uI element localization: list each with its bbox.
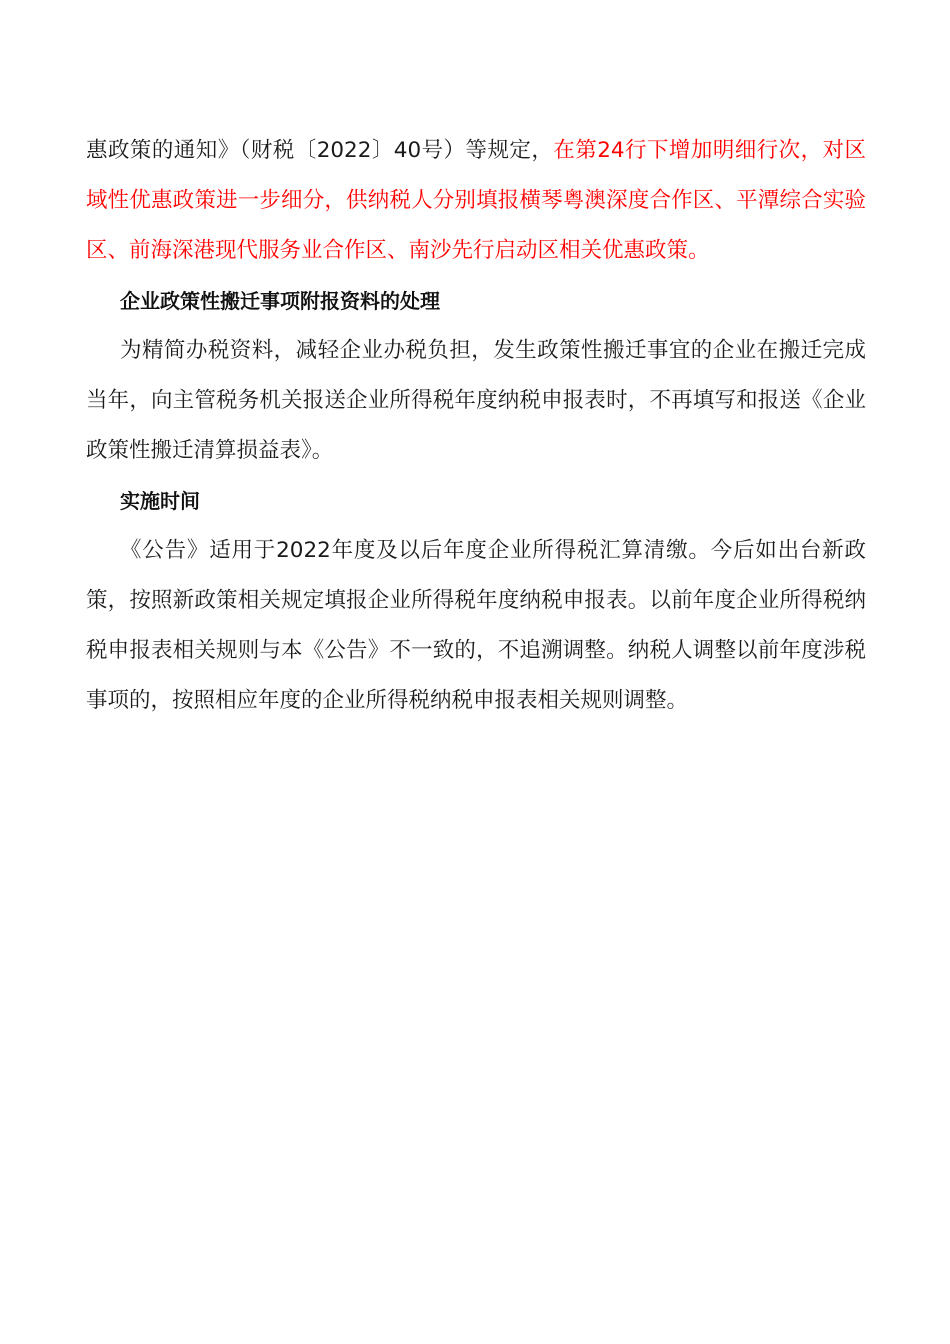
paragraph-relocation: 为精简办税资料，减轻企业办税负担，发生政策性搬迁事宜的企业在搬迁完成当年，向主管税务机关报送企业所得税年度纳税申报表时，不再填写和报送《企业政策性搬迁清算损益表》。 [86, 338, 866, 463]
paragraph-text: 惠政策的通知》（财税〔2022〕40号）等规定， [86, 138, 554, 163]
highlighted-text: 在第24行下增加明细行次，对区域性优惠政策进一步细分，供纳税人分别填报横琴粤澳深度合作区、平潭综合实验区、前海深港现代服务业合作区、南沙先行启动区相关优惠政策。 [86, 138, 867, 263]
paragraph-effective-date: 《公告》适用于2022年度及以后年度企业所得税汇算清缴。今后如出台新政策，按照新政策相关规定填报企业所得税年度纳税申报表。以前年度企业所得税纳税申报表相关规则与本《公告》不一致的，不追溯调整。纳税人调整以前年度涉税事项的，按照相应年度的企业所得税纳税申报表相关规则调整。 [86, 538, 866, 713]
section-heading-relocation: 企业政策性搬迁事项附报资料的处理 [120, 289, 440, 313]
document-page [86, 126, 866, 726]
paragraph-policy-note [86, 126, 866, 276]
section-heading-effective-date: 实施时间 [120, 489, 200, 513]
